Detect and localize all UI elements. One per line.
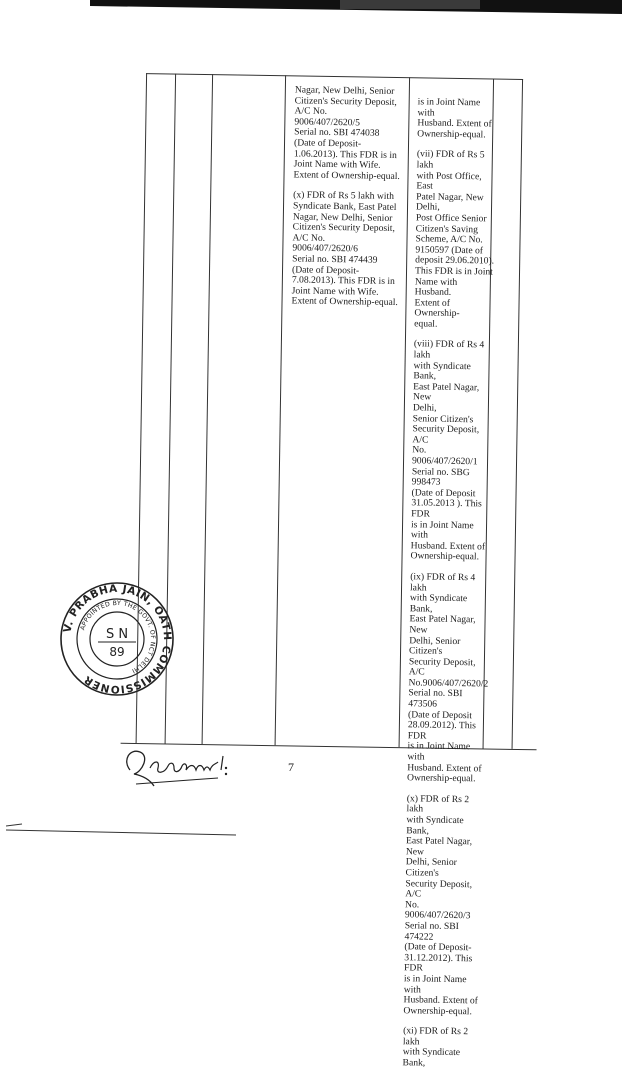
stamp-center-top: S N: [105, 627, 129, 642]
deposit-entry: is in Joint Name with Husband. Extent of Ownership-equal.: [417, 96, 492, 141]
table-border-right: [512, 79, 524, 749]
deposit-entry: Nagar, New Delhi, Senior Citizen's Security Deposit, A/C No. 9006/407/2620/5 Serial no. SBI 474038 (Date of Deposit- 1.06.2013). This FDR is in Joint Name with Wife. Extent of Ownership-equal.: [293, 84, 400, 182]
oath-commissioner-stamp: [58, 580, 176, 698]
signature: [120, 740, 240, 790]
assets-column-middle: [291, 85, 407, 319]
deposit-entry: (ix) FDR of Rs 4 lakh with Syndicate Bank, East Patel Nagar, New Delhi, Senior Citizen's Security Deposit, A/C No.9006/407/2620/2 Serial no. SBI 473506 (Date of Deposit 28.09.2012). This FDR is in Joint Name with Husband. Extent of Ownership-equal.: [406, 571, 489, 785]
table-column-divider-3: [275, 75, 287, 745]
stamp-outer-text: V. PRABHA JAIN, OATH COMMISSIONER: [61, 582, 174, 696]
stamp-inner-text: APPOINTED BY THE GOVT. OF NCT DELHI: [79, 599, 157, 675]
deposit-entry: (viii) FDR of Rs 4 lakh with Syndicate Bank, East Patel Nagar, New Delhi, Senior Citizen's Security Deposit, A/C No. 9006/407/2620/1 Serial no. SBG 998473 (Date of Deposit 31.05.2013 ). This FDR is in Joint Name with Husband. Extent of Ownership-equal.: [410, 338, 486, 563]
deposit-entry: (vii) FDR of Rs 5 lakh with Post Office, East Patel Nagar, New Delhi, Post Office Senior Citizen's Saving Scheme, A/C No. 9150597 (Date of deposit 29.06.2010). This FDR is in Joint Name with Husband. Extent of Ownership- equal.: [414, 148, 495, 330]
table-column-divider-2: [202, 74, 214, 744]
deposit-entry: (x) FDR of Rs 2 lakh with Syndicate Bank, East Patel Nagar, New Delhi, Senior Citizen's Security Deposit, A/C No. 9006/407/2620/3 Serial no. SBI 474222 (Date of Deposit- 31.12.2012). This FDR is in Joint Name with Husband. Extent of Ownership-equal.: [403, 793, 479, 1017]
page-number: 7: [288, 760, 294, 774]
scan-artifact-line: [6, 822, 236, 836]
table-top-border: [146, 73, 523, 80]
deposit-entry: (xi) FDR of Rs 2 lakh with Syndicate Bank,: [402, 1025, 469, 1069]
stamp-center-bottom: 89: [109, 645, 125, 659]
assets-column-right: [402, 97, 497, 1080]
deposit-entry: (x) FDR of Rs 5 lakh with Syndicate Bank, East Patel Nagar, New Delhi, Senior Citizen's Security Deposit, A/C No. 9006/407/2620/6 Serial no. SBI 474439 (Date of Deposit- 7.08.2013). This FDR is in Joint Name with Wife. Extent of Ownership-equal.: [291, 189, 398, 309]
